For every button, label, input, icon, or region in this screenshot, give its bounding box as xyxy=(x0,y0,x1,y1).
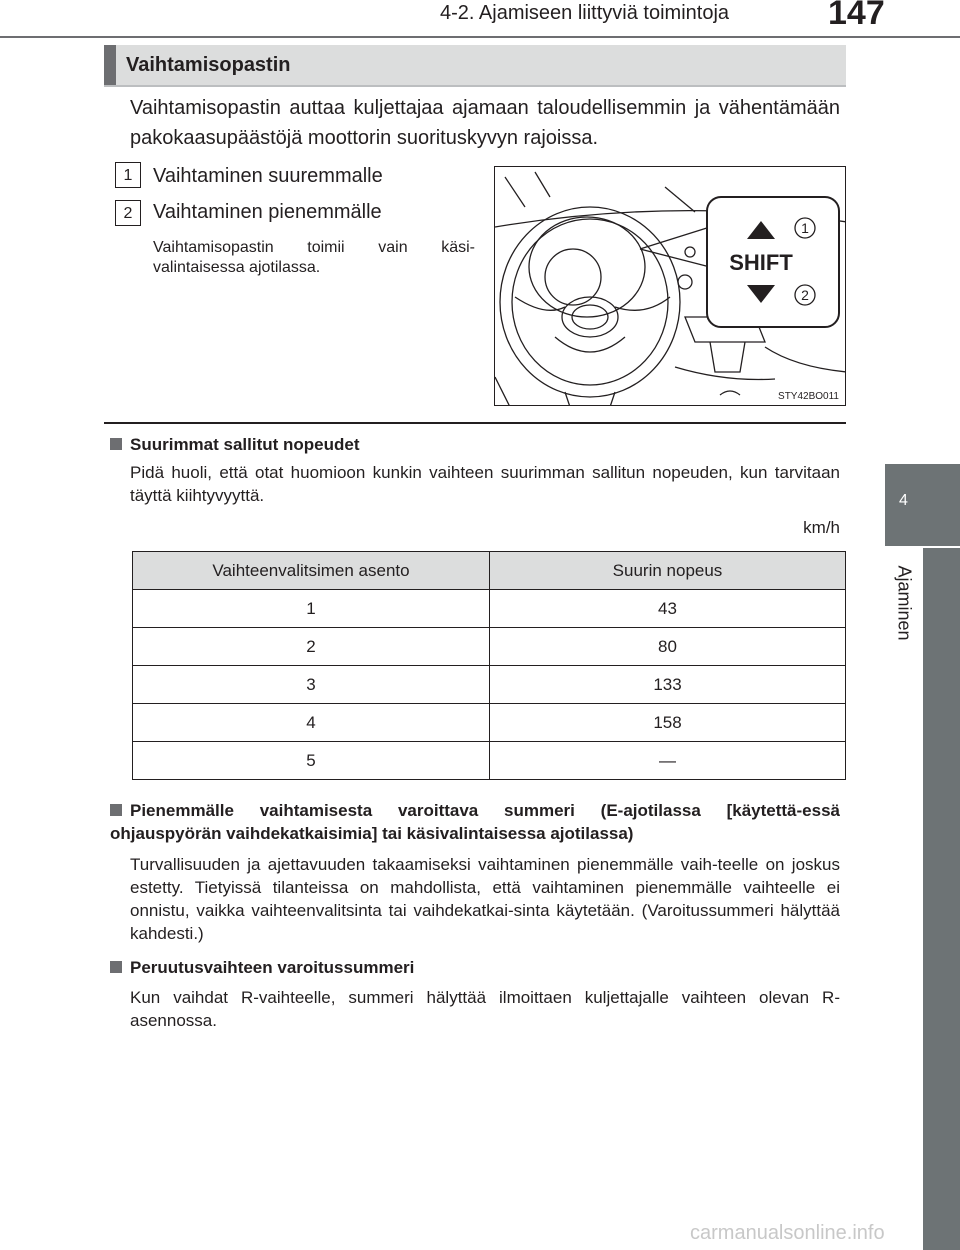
table-cell: 80 xyxy=(490,628,846,666)
table-row xyxy=(133,666,846,704)
table-header-cell: Vaihteenvalitsimen asento xyxy=(133,552,490,590)
step-note: Vaihtamisopastin toimii vain käsi-valintaisessa ajotilassa. xyxy=(153,239,475,276)
chapter-label: Ajaminen xyxy=(894,565,914,641)
step-text-1: Vaihtaminen suuremmalle xyxy=(153,165,383,187)
section-title-bar xyxy=(104,45,846,87)
reverse-heading-text: Peruutusvaihteen varoitussummeri xyxy=(130,958,415,977)
step-number-2: 2 xyxy=(115,200,141,226)
shift-indicator-label: SHIFT xyxy=(729,250,793,275)
chapter-number: 4 xyxy=(899,492,908,509)
section-title-marker xyxy=(104,45,116,85)
bullet-square-icon xyxy=(110,804,122,816)
table-header-cell: Suurin nopeus xyxy=(490,552,846,590)
downshift-paragraph: Turvallisuuden ja ajettavuuden takaamiseksi vaihtaminen pienemmälle vaih-teelle on joskus estetty. Tietyissä tilanteissa on mahdollista, että vaihtaminen pienemmälle vaihteelle ei onnistu, vaikka vaihteenvalitsinta tai vaihdekatkai-sinta käytetään. (Varoitussummeri hälyttää kahdesti.) xyxy=(130,855,840,943)
reverse-heading xyxy=(110,958,414,978)
table-cell: 1 xyxy=(133,590,490,628)
figure-code: STY42BO011 xyxy=(778,391,839,402)
table-row xyxy=(133,742,846,780)
table-cell: 5 xyxy=(133,742,490,780)
dashboard-illustration xyxy=(495,167,846,406)
chapter-label-box xyxy=(885,548,922,658)
table-header-row xyxy=(133,552,846,590)
speed-unit: km/h xyxy=(803,518,840,537)
table-cell: 3 xyxy=(133,666,490,704)
speeds-heading-text: Suurimmat sallitut nopeudet xyxy=(130,435,360,454)
callout-number-1: 1 xyxy=(801,220,809,236)
table-cell: 158 xyxy=(490,704,846,742)
table-row xyxy=(133,704,846,742)
step-text-2: Vaihtaminen pienemmälle xyxy=(153,201,382,223)
downshift-heading-text: Pienemmälle vaihtamisesta varoittava summeri (E-ajotilassa [käytettä-essä ohjauspyörän vaihdekatkaisimia] tai käsivalintaisessa ajotilassa) xyxy=(110,801,840,843)
speeds-heading xyxy=(110,435,360,455)
chapter-tab xyxy=(885,464,960,546)
intro-paragraph: Vaihtamisopastin auttaa kuljettajaa ajamaan taloudellisemmin ja vähentämään pakokaasupäästöjä moottorin suorituskyvyn rajoissa. xyxy=(130,97,840,149)
page-number: 147 xyxy=(828,0,885,32)
speed-table xyxy=(132,551,846,780)
table-cell: 4 xyxy=(133,704,490,742)
section-title: Vaihtamisopastin xyxy=(126,54,291,76)
speeds-paragraph: Pidä huoli, että otat huomioon kunkin vaihteen suurimman sallitun nopeuden, kun tarvitaan täyttä kiihtyvyyttä. xyxy=(130,463,840,505)
table-row xyxy=(133,628,846,666)
header-divider xyxy=(0,36,960,38)
watermark: carmanualsonline.info xyxy=(690,1222,885,1244)
step-number-1: 1 xyxy=(115,162,141,188)
table-row xyxy=(133,590,846,628)
table-cell: — xyxy=(490,742,846,780)
section-divider xyxy=(104,422,846,424)
callout-number-2: 2 xyxy=(801,287,809,303)
bullet-square-icon xyxy=(110,438,122,450)
table-cell: 2 xyxy=(133,628,490,666)
header-section-title: 4-2. Ajamiseen liittyviä toimintoja xyxy=(440,2,730,24)
bullet-square-icon xyxy=(110,961,122,973)
dashboard-figure xyxy=(494,166,846,406)
reverse-paragraph: Kun vaihdat R-vaihteelle, summeri hälyttää ilmoittaen kuljettajalle vaihteen olevan R-asennossa. xyxy=(130,988,840,1030)
table-cell: 43 xyxy=(490,590,846,628)
table-cell: 133 xyxy=(490,666,846,704)
chapter-side-bar xyxy=(923,548,960,1250)
downshift-heading xyxy=(110,799,840,845)
